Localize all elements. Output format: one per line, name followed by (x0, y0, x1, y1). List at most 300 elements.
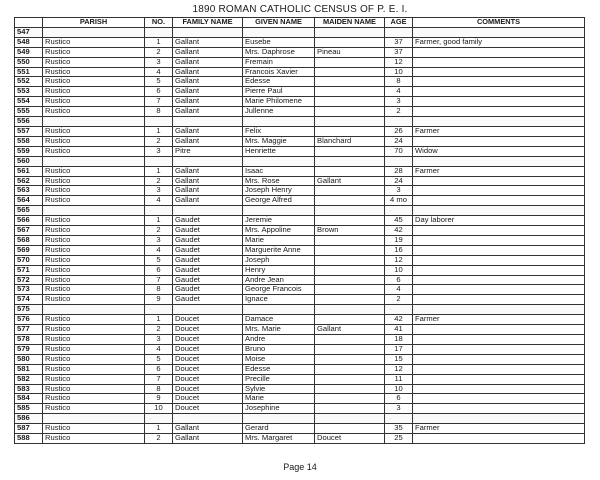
cell-comments (413, 27, 585, 37)
cell-record-number: 561 (15, 166, 43, 176)
cell-record-number: 559 (15, 146, 43, 156)
cell-given-name: Mrs. Marie (243, 325, 315, 335)
cell-maiden-name (315, 275, 385, 285)
cell-record-number: 584 (15, 394, 43, 404)
cell-maiden-name (315, 305, 385, 315)
cell-comments: Day laborer (413, 216, 585, 226)
cell-record-number: 570 (15, 255, 43, 265)
cell-parish (43, 414, 145, 424)
cell-number: 6 (145, 265, 173, 275)
cell-comments (413, 354, 585, 364)
cell-maiden-name (315, 107, 385, 117)
table-row (15, 67, 585, 77)
page-number: Page 14 (283, 462, 317, 472)
cell-maiden-name (315, 404, 385, 414)
cell-parish: Rustico (43, 216, 145, 226)
cell-maiden-name: Gallant (315, 176, 385, 186)
cell-age (385, 414, 413, 424)
table-row (15, 107, 585, 117)
cell-maiden-name (315, 186, 385, 196)
cell-record-number: 554 (15, 97, 43, 107)
cell-maiden-name (315, 77, 385, 87)
cell-family-name: Gallant (173, 434, 243, 444)
cell-parish: Rustico (43, 77, 145, 87)
cell-number: 6 (145, 87, 173, 97)
cell-age: 4 (385, 87, 413, 97)
cell-family-name: Gaudet (173, 255, 243, 265)
cell-number: 3 (145, 235, 173, 245)
cell-age: 42 (385, 226, 413, 236)
cell-given-name: Mrs. Rose (243, 176, 315, 186)
cell-comments (413, 255, 585, 265)
cell-record-number: 588 (15, 434, 43, 444)
cell-maiden-name (315, 97, 385, 107)
cell-record-number: 575 (15, 305, 43, 315)
cell-maiden-name (315, 384, 385, 394)
cell-family-name: Doucet (173, 325, 243, 335)
cell-parish: Rustico (43, 226, 145, 236)
cell-age: 12 (385, 255, 413, 265)
cell-comments (413, 285, 585, 295)
cell-number: 5 (145, 255, 173, 265)
cell-record-number: 553 (15, 87, 43, 97)
cell-family-name (173, 117, 243, 127)
cell-record-number: 560 (15, 156, 43, 166)
table-row (15, 166, 585, 176)
cell-record-number: 566 (15, 216, 43, 226)
cell-maiden-name (315, 424, 385, 434)
cell-maiden-name (315, 87, 385, 97)
column-header-family-name: FAMILY NAME (173, 18, 243, 28)
cell-maiden-name (315, 255, 385, 265)
cell-parish: Rustico (43, 176, 145, 186)
cell-maiden-name (315, 315, 385, 325)
cell-number: 7 (145, 374, 173, 384)
cell-record-number: 548 (15, 37, 43, 47)
cell-age: 8 (385, 77, 413, 87)
cell-number: 1 (145, 166, 173, 176)
cell-age: 37 (385, 37, 413, 47)
cell-family-name: Gaudet (173, 285, 243, 295)
cell-record-number: 574 (15, 295, 43, 305)
cell-comments (413, 364, 585, 374)
cell-number: 5 (145, 77, 173, 87)
cell-given-name: Isaac (243, 166, 315, 176)
cell-number (145, 27, 173, 37)
cell-maiden-name (315, 235, 385, 245)
cell-given-name: Eusebe (243, 37, 315, 47)
census-table (14, 17, 585, 444)
cell-maiden-name (315, 27, 385, 37)
table-row (15, 344, 585, 354)
cell-family-name (173, 156, 243, 166)
cell-parish: Rustico (43, 424, 145, 434)
column-header-comments: COMMENTS (413, 18, 585, 28)
cell-maiden-name (315, 245, 385, 255)
table-row (15, 47, 585, 57)
cell-comments (413, 384, 585, 394)
cell-maiden-name (315, 57, 385, 67)
cell-age: 11 (385, 374, 413, 384)
column-header-maiden-name: MAIDEN NAME (315, 18, 385, 28)
cell-number: 3 (145, 57, 173, 67)
cell-maiden-name (315, 126, 385, 136)
cell-parish: Rustico (43, 335, 145, 345)
cell-number: 8 (145, 285, 173, 295)
cell-parish: Rustico (43, 166, 145, 176)
cell-record-number: 581 (15, 364, 43, 374)
cell-comments: Widow (413, 146, 585, 156)
cell-given-name: Damace (243, 315, 315, 325)
cell-maiden-name: Gallant (315, 325, 385, 335)
cell-parish: Rustico (43, 295, 145, 305)
cell-maiden-name (315, 374, 385, 384)
cell-family-name: Gallant (173, 166, 243, 176)
table-row (15, 87, 585, 97)
cell-given-name: Jeremie (243, 216, 315, 226)
cell-given-name: George Francois (243, 285, 315, 295)
cell-family-name: Doucet (173, 315, 243, 325)
cell-family-name (173, 27, 243, 37)
cell-number: 1 (145, 37, 173, 47)
cell-family-name: Gallant (173, 97, 243, 107)
header-row (15, 18, 585, 28)
cell-age: 24 (385, 176, 413, 186)
cell-comments (413, 434, 585, 444)
cell-comments (413, 265, 585, 275)
table-row (15, 117, 585, 127)
document-title: 1890 ROMAN CATHOLIC CENSUS OF P. E. I. (192, 4, 408, 15)
cell-comments (413, 67, 585, 77)
cell-given-name: Marie Philomene (243, 97, 315, 107)
cell-given-name: Mrs. Appoline (243, 226, 315, 236)
cell-number: 7 (145, 97, 173, 107)
cell-age: 17 (385, 344, 413, 354)
cell-maiden-name (315, 414, 385, 424)
cell-parish (43, 27, 145, 37)
table-row (15, 414, 585, 424)
cell-parish: Rustico (43, 126, 145, 136)
cell-age: 6 (385, 394, 413, 404)
cell-maiden-name (315, 117, 385, 127)
cell-maiden-name (315, 354, 385, 364)
cell-number: 2 (145, 434, 173, 444)
cell-family-name (173, 305, 243, 315)
cell-record-number: 572 (15, 275, 43, 285)
cell-record-number: 579 (15, 344, 43, 354)
cell-parish: Rustico (43, 384, 145, 394)
cell-maiden-name: Pineau (315, 47, 385, 57)
cell-given-name: Andre (243, 335, 315, 345)
cell-age: 24 (385, 136, 413, 146)
cell-record-number: 576 (15, 315, 43, 325)
cell-family-name: Gallant (173, 136, 243, 146)
table-row (15, 434, 585, 444)
cell-parish: Rustico (43, 255, 145, 265)
cell-number: 9 (145, 394, 173, 404)
cell-family-name: Gaudet (173, 295, 243, 305)
cell-given-name: Sylvie (243, 384, 315, 394)
cell-maiden-name (315, 344, 385, 354)
cell-record-number: 571 (15, 265, 43, 275)
cell-comments: Farmer, good family (413, 37, 585, 47)
cell-parish: Rustico (43, 404, 145, 414)
table-row (15, 126, 585, 136)
cell-comments (413, 196, 585, 206)
cell-given-name: Henry (243, 265, 315, 275)
cell-age: 41 (385, 325, 413, 335)
cell-age (385, 156, 413, 166)
cell-age: 3 (385, 186, 413, 196)
cell-given-name: Felix (243, 126, 315, 136)
cell-number (145, 117, 173, 127)
cell-number: 2 (145, 325, 173, 335)
cell-given-name: Gerard (243, 424, 315, 434)
cell-given-name: Pierre Paul (243, 87, 315, 97)
cell-comments (413, 57, 585, 67)
cell-maiden-name (315, 364, 385, 374)
cell-comments (413, 305, 585, 315)
cell-comments (413, 245, 585, 255)
cell-given-name: Moise (243, 354, 315, 364)
cell-given-name: Ignace (243, 295, 315, 305)
cell-comments (413, 97, 585, 107)
cell-maiden-name (315, 285, 385, 295)
table-row (15, 285, 585, 295)
cell-age: 2 (385, 107, 413, 117)
cell-family-name: Doucet (173, 344, 243, 354)
cell-comments (413, 226, 585, 236)
cell-parish: Rustico (43, 285, 145, 295)
table-row (15, 384, 585, 394)
cell-record-number: 562 (15, 176, 43, 186)
cell-given-name: George Alfred (243, 196, 315, 206)
cell-family-name (173, 206, 243, 216)
cell-record-number: 583 (15, 384, 43, 394)
table-row (15, 315, 585, 325)
cell-maiden-name (315, 265, 385, 275)
cell-maiden-name: Doucet (315, 434, 385, 444)
cell-family-name: Doucet (173, 364, 243, 374)
table-row (15, 206, 585, 216)
cell-record-number: 557 (15, 126, 43, 136)
table-row (15, 305, 585, 315)
cell-age: 3 (385, 404, 413, 414)
column-header-parish: PARISH (43, 18, 145, 28)
table-row (15, 146, 585, 156)
table-row (15, 27, 585, 37)
cell-family-name: Gaudet (173, 265, 243, 275)
cell-record-number: 547 (15, 27, 43, 37)
cell-comments (413, 186, 585, 196)
cell-parish: Rustico (43, 235, 145, 245)
cell-given-name: Henriette (243, 146, 315, 156)
cell-parish (43, 206, 145, 216)
cell-age: 3 (385, 97, 413, 107)
cell-age: 6 (385, 275, 413, 285)
table-row (15, 235, 585, 245)
cell-number: 6 (145, 364, 173, 374)
cell-parish: Rustico (43, 47, 145, 57)
column-header-given-name: GIVEN NAME (243, 18, 315, 28)
cell-given-name: Joseph Henry (243, 186, 315, 196)
cell-parish: Rustico (43, 196, 145, 206)
cell-given-name: Francois Xavier (243, 67, 315, 77)
cell-comments (413, 87, 585, 97)
cell-given-name: Joseph (243, 255, 315, 265)
cell-comments (413, 325, 585, 335)
table-row (15, 335, 585, 345)
cell-comments (413, 275, 585, 285)
cell-age: 4 mo (385, 196, 413, 206)
cell-given-name: Edesse (243, 77, 315, 87)
cell-family-name: Gallant (173, 186, 243, 196)
cell-record-number: 555 (15, 107, 43, 117)
cell-maiden-name (315, 146, 385, 156)
cell-parish: Rustico (43, 315, 145, 325)
cell-age: 42 (385, 315, 413, 325)
cell-number (145, 206, 173, 216)
cell-given-name: Mrs. Daphrose (243, 47, 315, 57)
cell-family-name: Gallant (173, 77, 243, 87)
cell-number: 4 (145, 245, 173, 255)
cell-comments (413, 77, 585, 87)
cell-number: 5 (145, 354, 173, 364)
cell-comments: Farmer (413, 166, 585, 176)
cell-parish: Rustico (43, 107, 145, 117)
table-row (15, 255, 585, 265)
cell-age: 10 (385, 265, 413, 275)
cell-record-number: 569 (15, 245, 43, 255)
table-row (15, 325, 585, 335)
cell-comments (413, 335, 585, 345)
cell-comments (413, 414, 585, 424)
cell-family-name: Gaudet (173, 226, 243, 236)
cell-given-name: Josephine (243, 404, 315, 414)
cell-age: 4 (385, 285, 413, 295)
cell-number: 1 (145, 216, 173, 226)
cell-maiden-name (315, 206, 385, 216)
cell-family-name: Doucet (173, 394, 243, 404)
table-row (15, 216, 585, 226)
cell-family-name: Doucet (173, 404, 243, 414)
cell-number (145, 305, 173, 315)
cell-comments (413, 47, 585, 57)
cell-record-number: 549 (15, 47, 43, 57)
cell-record-number: 567 (15, 226, 43, 236)
cell-age (385, 117, 413, 127)
table-row (15, 97, 585, 107)
cell-given-name: Mrs. Maggie (243, 136, 315, 146)
cell-given-name (243, 305, 315, 315)
cell-number: 1 (145, 315, 173, 325)
cell-record-number: 587 (15, 424, 43, 434)
cell-given-name: Precille (243, 374, 315, 384)
cell-family-name: Gallant (173, 47, 243, 57)
cell-comments (413, 156, 585, 166)
table-row (15, 364, 585, 374)
cell-age: 10 (385, 67, 413, 77)
cell-maiden-name (315, 37, 385, 47)
cell-comments (413, 394, 585, 404)
cell-parish: Rustico (43, 245, 145, 255)
cell-comments (413, 235, 585, 245)
table-row (15, 295, 585, 305)
cell-age: 28 (385, 166, 413, 176)
cell-maiden-name (315, 166, 385, 176)
table-row (15, 394, 585, 404)
cell-number: 9 (145, 295, 173, 305)
column-header-age: AGE (385, 18, 413, 28)
cell-parish (43, 117, 145, 127)
cell-record-number: 586 (15, 414, 43, 424)
cell-given-name: Mrs. Margaret (243, 434, 315, 444)
cell-comments: Farmer (413, 126, 585, 136)
cell-comments (413, 107, 585, 117)
cell-given-name: Marguerite Anne (243, 245, 315, 255)
cell-family-name: Gaudet (173, 235, 243, 245)
cell-record-number: 565 (15, 206, 43, 216)
cell-comments (413, 206, 585, 216)
cell-maiden-name (315, 216, 385, 226)
cell-given-name: Jullenne (243, 107, 315, 117)
cell-number: 2 (145, 136, 173, 146)
cell-record-number: 556 (15, 117, 43, 127)
cell-number: 7 (145, 275, 173, 285)
cell-given-name (243, 117, 315, 127)
table-row (15, 245, 585, 255)
cell-maiden-name (315, 295, 385, 305)
cell-family-name: Doucet (173, 335, 243, 345)
cell-age (385, 305, 413, 315)
cell-family-name: Doucet (173, 384, 243, 394)
table-row (15, 136, 585, 146)
cell-parish: Rustico (43, 67, 145, 77)
cell-parish: Rustico (43, 354, 145, 364)
cell-given-name: Andre Jean (243, 275, 315, 285)
cell-number: 2 (145, 47, 173, 57)
cell-family-name: Doucet (173, 354, 243, 364)
cell-given-name: Marie (243, 394, 315, 404)
cell-number: 8 (145, 107, 173, 117)
cell-given-name: Marie (243, 235, 315, 245)
cell-comments (413, 344, 585, 354)
cell-record-number: 564 (15, 196, 43, 206)
cell-parish: Rustico (43, 37, 145, 47)
cell-record-number: 577 (15, 325, 43, 335)
cell-family-name: Doucet (173, 374, 243, 384)
cell-age: 35 (385, 424, 413, 434)
cell-number (145, 156, 173, 166)
cell-parish (43, 156, 145, 166)
cell-maiden-name (315, 196, 385, 206)
table-row (15, 156, 585, 166)
cell-maiden-name (315, 394, 385, 404)
cell-record-number: 568 (15, 235, 43, 245)
cell-parish (43, 305, 145, 315)
cell-comments (413, 136, 585, 146)
cell-age: 37 (385, 47, 413, 57)
cell-age: 12 (385, 57, 413, 67)
table-row (15, 226, 585, 236)
cell-given-name (243, 206, 315, 216)
cell-family-name: Gallant (173, 87, 243, 97)
cell-parish: Rustico (43, 275, 145, 285)
cell-family-name (173, 414, 243, 424)
cell-age: 10 (385, 384, 413, 394)
cell-family-name: Gallant (173, 196, 243, 206)
table-row (15, 57, 585, 67)
